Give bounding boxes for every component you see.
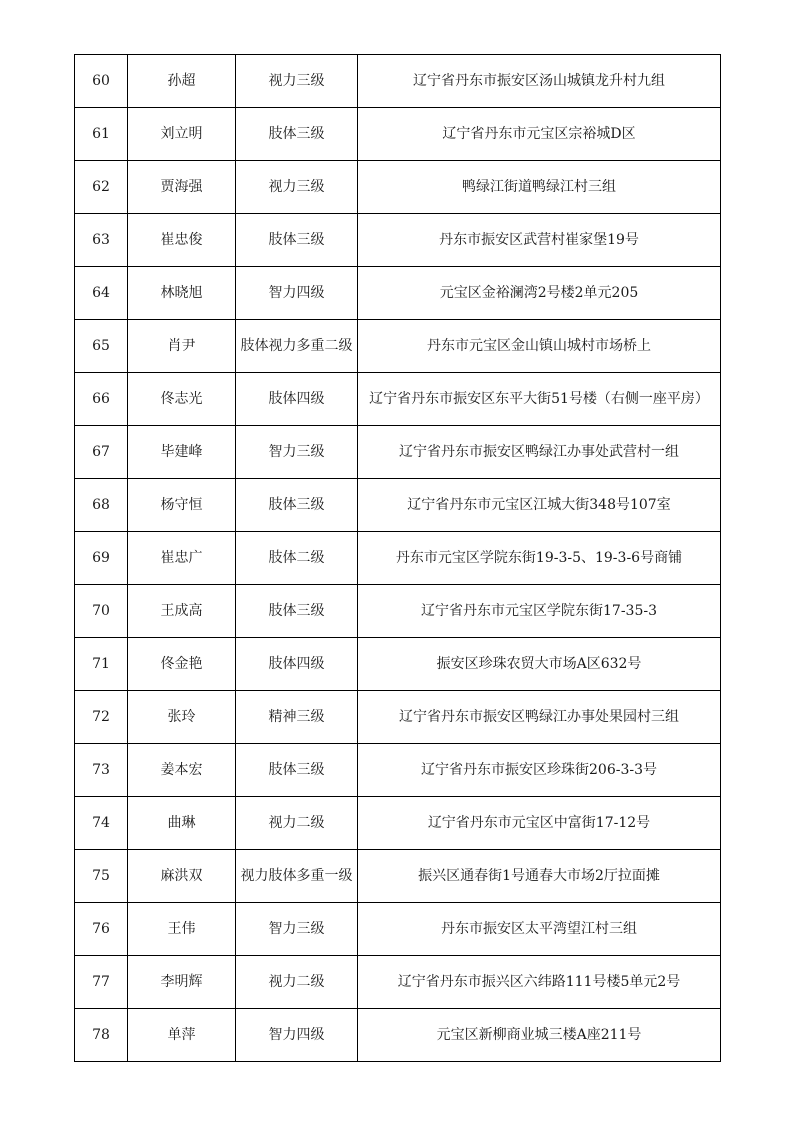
address-cell: 辽宁省丹东市振安区东平大街51号楼（右侧一座平房） — [358, 373, 721, 426]
disability-level-cell: 智力四级 — [236, 267, 358, 320]
person-name-cell: 佟志光 — [128, 373, 236, 426]
address-cell: 辽宁省丹东市元宝区中富街17-12号 — [358, 797, 721, 850]
disability-level-cell: 肢体三级 — [236, 479, 358, 532]
row-number-cell: 65 — [75, 320, 128, 373]
person-name-cell: 刘立明 — [128, 108, 236, 161]
row-number-cell: 78 — [75, 1009, 128, 1062]
row-number-cell: 68 — [75, 479, 128, 532]
roster-table — [74, 54, 721, 1062]
address-cell: 辽宁省丹东市元宝区学院东街17-35-3 — [358, 585, 721, 638]
person-name-cell: 贾海强 — [128, 161, 236, 214]
row-number-cell: 71 — [75, 638, 128, 691]
table-row — [75, 214, 721, 267]
disability-level-cell: 肢体视力多重二级 — [236, 320, 358, 373]
address-cell: 振兴区通春街1号通春大市场2厅拉面摊 — [358, 850, 721, 903]
person-name-cell: 王成高 — [128, 585, 236, 638]
disability-level-cell: 视力二级 — [236, 956, 358, 1009]
table-row — [75, 426, 721, 479]
address-cell: 辽宁省丹东市振安区鸭绿江办事处果园村三组 — [358, 691, 721, 744]
table-row — [75, 532, 721, 585]
person-name-cell: 肖尹 — [128, 320, 236, 373]
disability-level-cell: 肢体四级 — [236, 638, 358, 691]
table-row — [75, 55, 721, 108]
table-row — [75, 850, 721, 903]
disability-level-cell: 视力肢体多重一级 — [236, 850, 358, 903]
address-cell: 丹东市振安区武营村崔家堡19号 — [358, 214, 721, 267]
row-number-cell: 73 — [75, 744, 128, 797]
disability-level-cell: 视力二级 — [236, 797, 358, 850]
row-number-cell: 77 — [75, 956, 128, 1009]
row-number-cell: 61 — [75, 108, 128, 161]
disability-level-cell: 智力三级 — [236, 426, 358, 479]
table-row — [75, 1009, 721, 1062]
table-row — [75, 638, 721, 691]
row-number-cell: 74 — [75, 797, 128, 850]
table-row — [75, 108, 721, 161]
person-name-cell: 崔忠广 — [128, 532, 236, 585]
table-row — [75, 744, 721, 797]
row-number-cell: 75 — [75, 850, 128, 903]
row-number-cell: 60 — [75, 55, 128, 108]
row-number-cell: 67 — [75, 426, 128, 479]
roster-table-body — [75, 55, 721, 1062]
address-cell: 丹东市元宝区学院东街19-3-5、19-3-6号商铺 — [358, 532, 721, 585]
address-cell: 辽宁省丹东市振安区珍珠街206-3-3号 — [358, 744, 721, 797]
table-row — [75, 267, 721, 320]
address-cell: 辽宁省丹东市元宝区江城大街348号107室 — [358, 479, 721, 532]
table-row — [75, 479, 721, 532]
address-cell: 丹东市振安区太平湾望江村三组 — [358, 903, 721, 956]
person-name-cell: 孙超 — [128, 55, 236, 108]
row-number-cell: 72 — [75, 691, 128, 744]
person-name-cell: 林晓旭 — [128, 267, 236, 320]
address-cell: 辽宁省丹东市振兴区六纬路111号楼5单元2号 — [358, 956, 721, 1009]
disability-level-cell: 智力四级 — [236, 1009, 358, 1062]
person-name-cell: 姜本宏 — [128, 744, 236, 797]
table-row — [75, 585, 721, 638]
table-row — [75, 956, 721, 1009]
row-number-cell: 70 — [75, 585, 128, 638]
address-cell: 元宝区金裕澜湾2号楼2单元205 — [358, 267, 721, 320]
disability-level-cell: 肢体三级 — [236, 585, 358, 638]
table-row — [75, 373, 721, 426]
person-name-cell: 毕建峰 — [128, 426, 236, 479]
table-row — [75, 903, 721, 956]
row-number-cell: 64 — [75, 267, 128, 320]
row-number-cell: 66 — [75, 373, 128, 426]
address-cell: 辽宁省丹东市元宝区宗裕城D区 — [358, 108, 721, 161]
person-name-cell: 单萍 — [128, 1009, 236, 1062]
person-name-cell: 李明辉 — [128, 956, 236, 1009]
person-name-cell: 麻洪双 — [128, 850, 236, 903]
table-row — [75, 320, 721, 373]
person-name-cell: 崔忠俊 — [128, 214, 236, 267]
disability-level-cell: 肢体四级 — [236, 373, 358, 426]
person-name-cell: 张玲 — [128, 691, 236, 744]
table-row — [75, 691, 721, 744]
row-number-cell: 62 — [75, 161, 128, 214]
address-cell: 鸭绿江街道鸭绿江村三组 — [358, 161, 721, 214]
address-cell: 振安区珍珠农贸大市场A区632号 — [358, 638, 721, 691]
address-cell: 辽宁省丹东市振安区汤山城镇龙升村九组 — [358, 55, 721, 108]
address-cell: 元宝区新柳商业城三楼A座211号 — [358, 1009, 721, 1062]
disability-level-cell: 视力三级 — [236, 161, 358, 214]
table-row — [75, 161, 721, 214]
address-cell: 辽宁省丹东市振安区鸭绿江办事处武营村一组 — [358, 426, 721, 479]
disability-level-cell: 肢体三级 — [236, 744, 358, 797]
row-number-cell: 76 — [75, 903, 128, 956]
person-name-cell: 王伟 — [128, 903, 236, 956]
disability-level-cell: 肢体三级 — [236, 108, 358, 161]
row-number-cell: 69 — [75, 532, 128, 585]
disability-level-cell: 肢体三级 — [236, 214, 358, 267]
disability-level-cell: 视力三级 — [236, 55, 358, 108]
disability-level-cell: 精神三级 — [236, 691, 358, 744]
address-cell: 丹东市元宝区金山镇山城村市场桥上 — [358, 320, 721, 373]
row-number-cell: 63 — [75, 214, 128, 267]
disability-level-cell: 智力三级 — [236, 903, 358, 956]
person-name-cell: 曲琳 — [128, 797, 236, 850]
person-name-cell: 佟金艳 — [128, 638, 236, 691]
table-row — [75, 797, 721, 850]
disability-level-cell: 肢体二级 — [236, 532, 358, 585]
person-name-cell: 杨守恒 — [128, 479, 236, 532]
